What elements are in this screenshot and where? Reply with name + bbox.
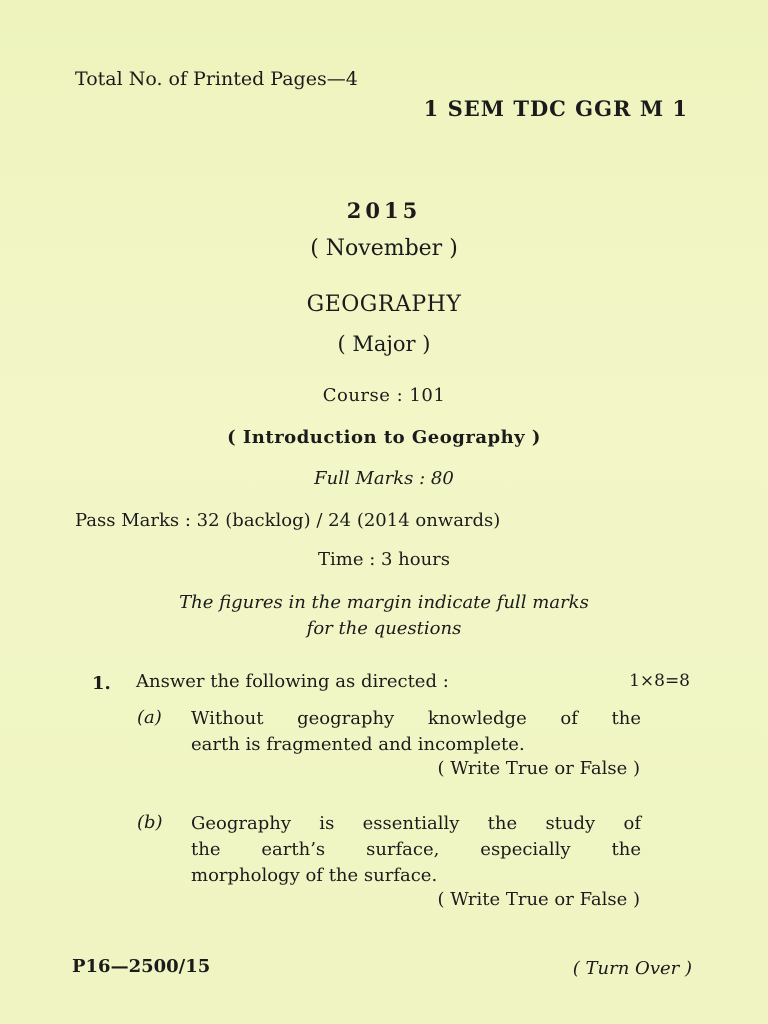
time-allowed: Time : 3 hours (317, 549, 451, 570)
question-text: Answer the following as directed : (136, 671, 449, 692)
exam-year: 2015 (346, 198, 422, 223)
paper-type: ( Major ) (337, 332, 431, 356)
part-a-line-1: Without geography knowledge of the (191, 708, 641, 729)
part-b-label: (b) (137, 812, 163, 833)
instructions-line-2: for the questions (306, 618, 462, 639)
full-marks-text: Full Marks : 80 (314, 468, 454, 489)
part-a-text (191, 706, 641, 758)
question-number: 1. (92, 673, 111, 694)
part-a-directive: ( Write True or False ) (437, 758, 640, 779)
turn-over-note: ( Turn Over ) (572, 958, 692, 979)
full-marks (0, 468, 768, 489)
paper-code: 1 SEM TDC GGR M 1 (423, 96, 688, 121)
course-number: Course : 101 (322, 385, 446, 406)
exam-month: ( November ) (310, 236, 458, 261)
part-a-line-2: earth is fragmented and incomplete. (191, 734, 525, 755)
part-b-line-2: the earth’s surface, especially the (191, 839, 641, 860)
course-title: ( Introduction to Geography ) (227, 427, 541, 448)
subject-title: GEOGRAPHY (306, 292, 462, 317)
part-a-label: (a) (137, 707, 162, 728)
pass-marks: Pass Marks : 32 (backlog) / 24 (2014 onwards) (75, 510, 501, 531)
instructions-line-1: The figures in the margin indicate full marks (179, 592, 589, 613)
part-b-line-1: Geography is essentially the study of (191, 813, 641, 834)
part-b-text (191, 811, 641, 889)
part-b-directive: ( Write True or False ) (437, 889, 640, 910)
question-marks: 1×8=8 (629, 671, 690, 691)
total-printed-pages: Total No. of Printed Pages—4 (75, 68, 358, 90)
footer-print-code: P16—2500/15 (72, 956, 211, 977)
part-b-line-3: morphology of the surface. (191, 865, 438, 886)
